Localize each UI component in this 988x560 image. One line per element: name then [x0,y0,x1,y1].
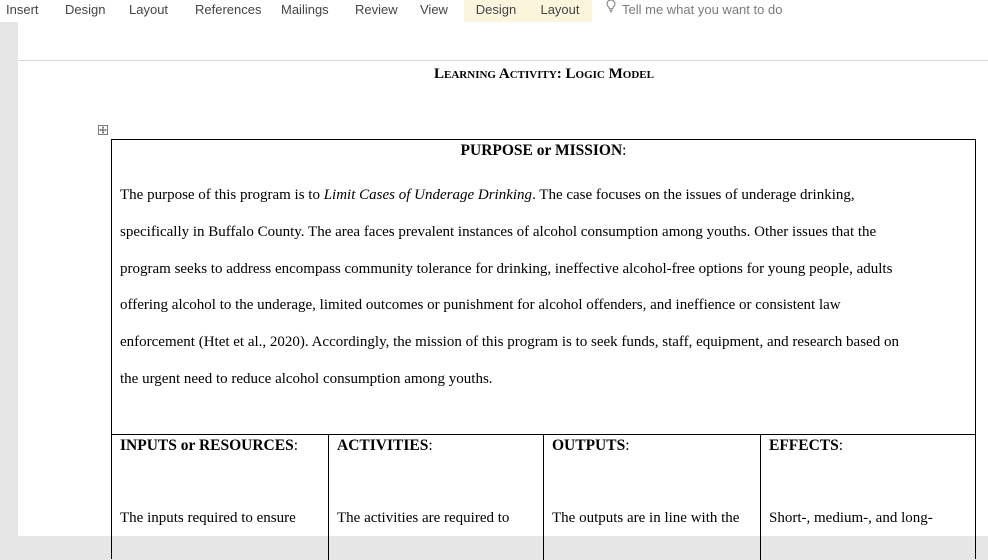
inputs-text: The inputs required to ensure [120,510,296,526]
tab-insert[interactable]: Insert [6,2,39,17]
tab-table-layout[interactable]: Layout [528,0,592,22]
tell-me-search[interactable] [606,0,782,22]
effects-heading: EFFECTS: [769,437,844,454]
document-title: Learning Activity: Logic Model [434,66,654,82]
document-page[interactable] [18,22,988,536]
inputs-cell[interactable] [112,435,328,560]
purpose-paragraph[interactable] [120,177,965,398]
tab-review[interactable]: Review [355,2,398,17]
purpose-line: enforcement (Htet et al., 2020). Accordingly, the mission of this program is to seek funds, staff, equipment, and research based on [120,334,899,351]
outputs-cell[interactable] [543,435,760,560]
effects-text: Short-, medium-, and long- [769,510,933,526]
tab-mailings[interactable]: Mailings [281,2,329,17]
logic-model-table[interactable] [111,139,976,559]
logic-model-columns-row [112,435,975,560]
purpose-line: The purpose of this program is to Limit Cases of Underage Drinking. The case focuses on the issues of underage drinking, [120,187,855,203]
purpose-line: offering alcohol to the underage, limited outcomes or punishment for alcohol offenders, and ineffience or consistent law [120,297,841,314]
purpose-cell[interactable] [112,140,975,435]
inputs-heading: INPUTS or RESOURCES: [120,437,299,454]
activities-text: The activities are required to [337,510,510,526]
activities-heading: ACTIVITIES: [337,437,433,454]
tab-design[interactable]: Design [65,2,106,17]
purpose-line: the urgent need to reduce alcohol consumption among youths. [120,370,493,387]
tab-table-design[interactable]: Design [464,0,528,22]
ribbon-tab-bar [0,0,988,22]
effects-cell[interactable] [760,435,975,560]
outputs-heading: OUTPUTS: [552,437,630,454]
outputs-text: The outputs are in line with the [552,510,740,526]
purpose-line: program seeks to address encompass community tolerance for drinking, ineffective alcohol-free options for young people, adults [120,260,893,277]
header-boundary [18,60,988,61]
tab-layout[interactable]: Layout [129,2,169,17]
tab-view[interactable]: View [420,2,448,17]
purpose-heading: PURPOSE or MISSION: [460,142,627,159]
purpose-line: specifically in Buffalo County. The area faces prevalent instances of alcohol consumption among youths. Other issues that the [120,223,877,240]
activities-cell[interactable] [328,435,543,560]
lightbulb-icon [606,0,616,19]
tab-references[interactable]: References [195,2,262,17]
table-move-handle-icon[interactable] [98,125,108,135]
document-canvas[interactable] [0,22,988,536]
tell-me-placeholder: Tell me what you want to do [622,2,783,17]
